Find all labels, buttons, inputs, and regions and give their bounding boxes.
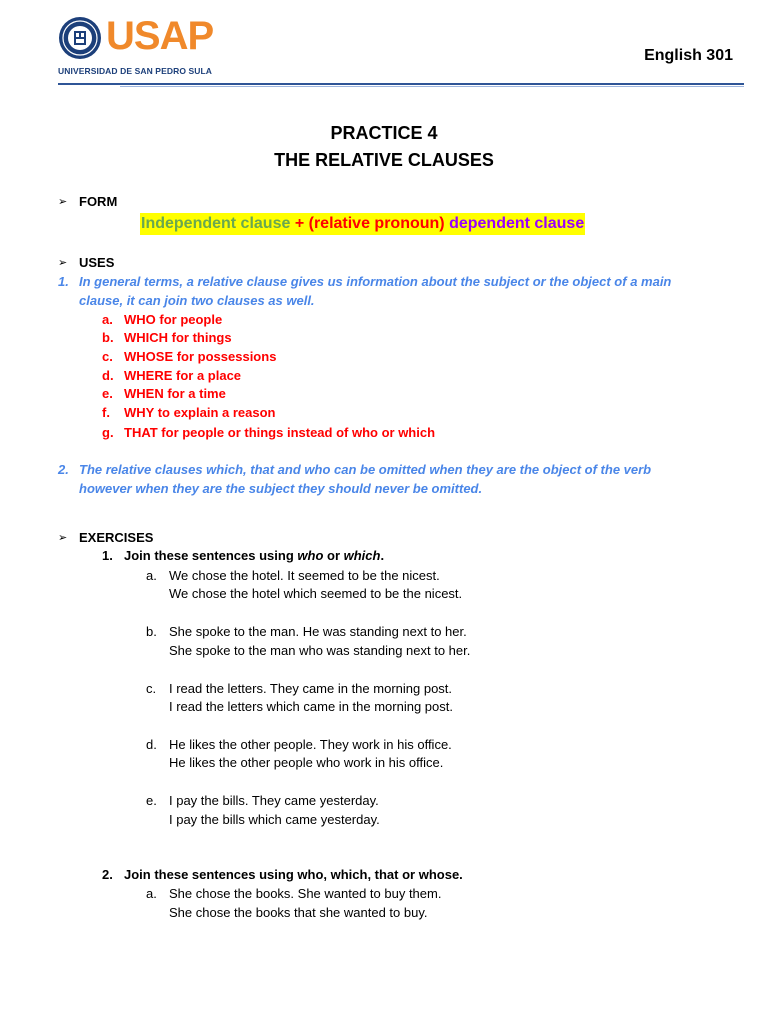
pronoun-letter: c.: [102, 349, 113, 364]
exercise-answer: We chose the hotel which seemed to be the nicest.: [169, 586, 463, 601]
formula-relative: (relative pronoun): [308, 215, 445, 232]
exercise-answer: I pay the bills which came yesterday.: [169, 812, 380, 827]
exercise-instruction: Join these sentences using who, which, that or whose.: [124, 867, 463, 882]
university-logo-text: USAP: [106, 14, 214, 58]
instruction-keyword: who: [297, 548, 324, 563]
exercise-question: He likes the other people. They work in his office.: [169, 737, 452, 752]
page-subtitle: THE RELATIVE CLAUSES: [274, 150, 494, 170]
exercise-question: We chose the hotel. It seemed to be the nicest.: [169, 568, 440, 583]
pronoun-item: THAT for people or things instead of who or which: [124, 425, 436, 440]
pronoun-letter: g.: [102, 425, 114, 440]
pronoun-item: WHOSE for possessions: [124, 349, 277, 364]
header-divider-thin: [120, 86, 744, 87]
exercise-letter: b.: [146, 624, 157, 639]
pronoun-letter: b.: [102, 330, 114, 345]
exercise-question: She chose the books. She wanted to buy them.: [169, 886, 442, 901]
exercise-letter: a.: [146, 886, 157, 901]
pronoun-letter: a.: [102, 312, 113, 327]
formula-independent: Independent clause: [141, 215, 291, 232]
uses-item-text: however when they are the subject they should never be omitted.: [79, 481, 483, 496]
exercise-letter: e.: [146, 793, 157, 808]
page-title: PRACTICE 4: [330, 123, 438, 143]
instruction-text: Join these sentences using: [124, 548, 298, 563]
exercise-answer: He likes the other people who work in his office.: [169, 755, 444, 770]
pronoun-letter: e.: [102, 386, 113, 401]
pronoun-item: WHICH for things: [124, 330, 232, 345]
form-formula: [140, 213, 585, 235]
pronoun-item: WHO for people: [124, 312, 223, 327]
form-heading: FORM: [79, 194, 118, 209]
formula-dependent: dependent clause: [444, 215, 585, 232]
exercise-letter: a.: [146, 568, 157, 583]
pronoun-letter: f.: [102, 405, 110, 420]
exercises-heading: EXERCISES: [79, 530, 154, 545]
uses-item-text: In general terms, a relative clause gives us information about the subject or the object of a main: [79, 274, 672, 289]
exercise-question: I pay the bills. They came yesterday.: [169, 793, 379, 808]
exercise-question: I read the letters. They came in the morning post.: [169, 681, 453, 696]
exercise-question: She spoke to the man. He was standing next to her.: [169, 624, 467, 639]
exercise-number: 2.: [102, 867, 113, 882]
instruction-keyword: which: [343, 548, 381, 563]
exercise-answer: I read the letters which came in the morning post.: [169, 699, 453, 714]
pronoun-item: WHERE for a place: [124, 368, 242, 383]
instruction-text: or: [323, 548, 344, 563]
arrow-bullet-icon: ➢: [58, 532, 68, 544]
uses-item-text: The relative clauses which, that and who can be omitted when they are the object of the verb: [79, 462, 652, 477]
uses-item-text: clause, it can join two clauses as well.: [79, 293, 315, 308]
pronoun-letter: d.: [102, 368, 114, 383]
exercise-answer: She spoke to the man who was standing next to her.: [169, 643, 471, 658]
arrow-bullet-icon: ➢: [58, 196, 68, 208]
pronoun-item: WHY to explain a reason: [124, 405, 276, 420]
formula-plus: +: [290, 215, 309, 232]
arrow-bullet-icon: ➢: [58, 257, 68, 269]
pronoun-item: WHEN for a time: [124, 386, 226, 401]
course-code: English 301: [644, 47, 733, 64]
uses-item-number: 1.: [58, 274, 69, 289]
uses-item-number: 2.: [58, 462, 69, 477]
exercise-letter: d.: [146, 737, 157, 752]
exercise-letter: c.: [146, 681, 157, 696]
uses-heading: USES: [79, 255, 115, 270]
instruction-text: .: [380, 548, 385, 563]
university-seal-icon: [58, 16, 102, 60]
university-name: UNIVERSIDAD DE SAN PEDRO SULA: [58, 66, 213, 76]
header-divider: [58, 83, 744, 85]
exercise-instruction: [124, 547, 384, 565]
exercise-answer: She chose the books that she wanted to buy.: [169, 905, 428, 920]
exercise-number: 1.: [102, 548, 113, 563]
